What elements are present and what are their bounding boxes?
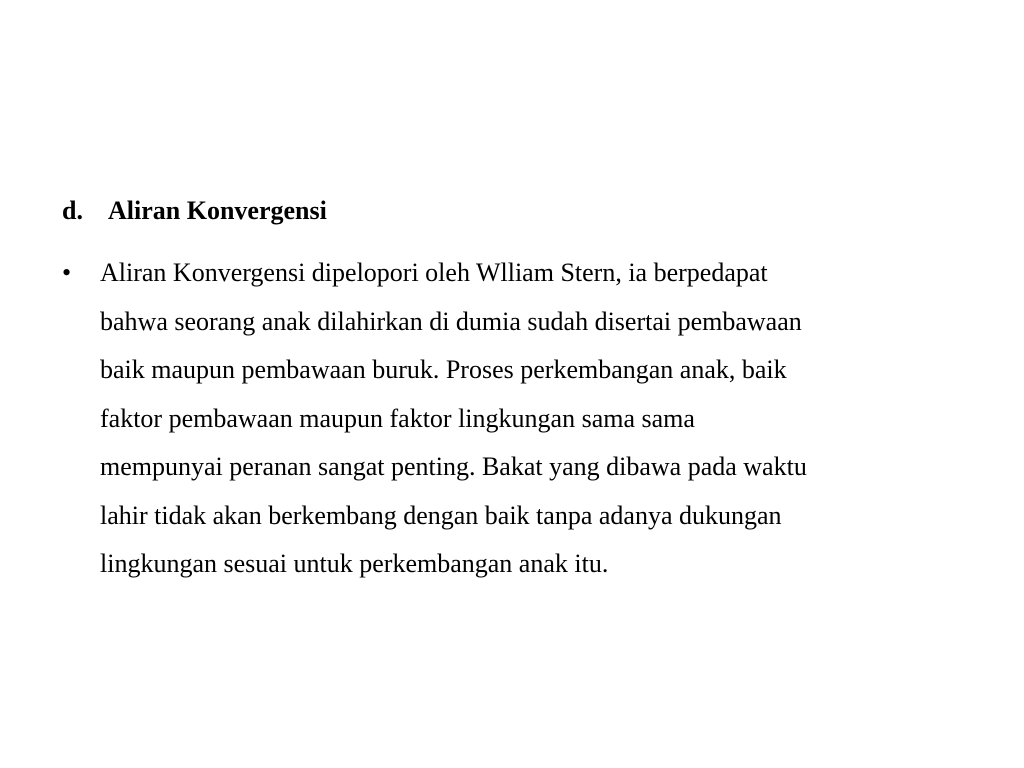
bullet-marker-icon: • — [62, 258, 72, 287]
paragraph-line: lahir tidak akan berkembang dengan baik tanpa adanya dukungan — [100, 500, 782, 530]
bullet-paragraph — [100, 249, 962, 589]
paragraph-line: mempunyai peranan sangat penting. Bakat yang dibawa pada waktu — [100, 452, 807, 481]
paragraph-line: bahwa seorang anak dilahirkan di dumia sudah disertai pembawaan — [100, 306, 802, 336]
section-marker: d. — [62, 196, 83, 225]
bullet-item — [62, 249, 962, 589]
paragraph-line: Aliran Konvergensi dipelopori oleh Wlliam Stern, ia berpedapat — [100, 258, 768, 287]
paragraph-line: faktor pembawaan maupun faktor lingkungan sama sama — [100, 403, 695, 433]
paragraph-line: baik maupun pembawaan buruk. Proses perkembangan anak, baik — [100, 355, 787, 384]
paragraph-line: lingkungan sesuai untuk perkembangan anak itu. — [100, 549, 609, 578]
section-heading — [62, 194, 327, 228]
section-title: Aliran Konvergensi — [108, 196, 327, 225]
